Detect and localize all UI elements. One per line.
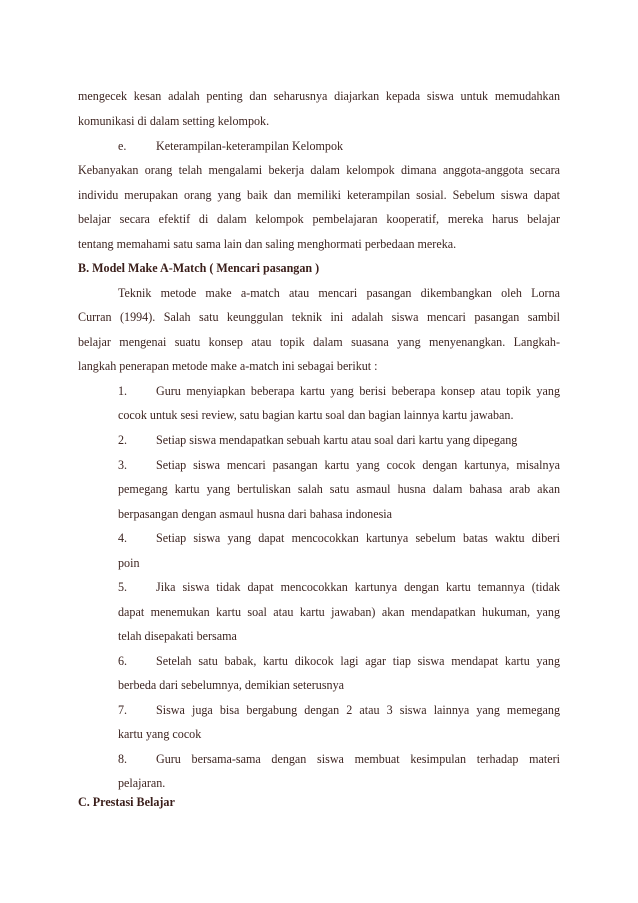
list-item-continuation: berpasangan dengan asmaul husna dari bahasa indonesia <box>118 507 393 521</box>
list-item-continuation: kartu yang cocok <box>118 727 202 741</box>
paragraph-line: belajar secara efektif di dalam kelompok pembelajaran kooperatif, mereka harus belajar <box>78 212 560 226</box>
list-item-continuation: telah disepakati bersama <box>118 629 237 643</box>
paragraph-line: tentang memahami satu sama lain dan saling menghormati perbedaan mereka. <box>78 237 457 251</box>
list-item-text: Siswa juga bisa bergabung dengan 2 atau 3 siswa lainnya yang memegang <box>156 703 560 717</box>
paragraph-line: belajar mengenai suatu konsep atau topik dalam suasana yang menyenangkan. Langkah- <box>78 335 560 349</box>
list-item-text: Jika siswa tidak dapat mencocokkan kartunya dengan kartu temannya (tidak <box>156 580 560 594</box>
list-item-continuation: berbeda dari sebelumnya, demikian seterusnya <box>118 678 345 692</box>
list-item-continuation: pemegang kartu yang bertuliskan salah satu asmaul husna dalam bahasa arab akan <box>118 482 560 496</box>
list-item-number: 7. <box>118 703 128 717</box>
paragraph-line: individu merupakan orang yang baik dan memiliki keterampilan sosial. Sebelum siswa dapat <box>78 188 560 202</box>
list-item-text: Guru menyiapkan beberapa kartu yang berisi beberapa konsep atau topik yang <box>156 384 560 398</box>
list-item-number: 8. <box>118 752 128 766</box>
list-item-text: Setiap siswa mencari pasangan kartu yang cocok dengan kartunya, misalnya <box>156 458 560 472</box>
paragraph-line: Curran (1994). Salah satu keunggulan teknik ini adalah siswa mencari pasangan sambil <box>78 310 560 324</box>
section-c-heading: C. Prestasi Belajar <box>78 795 175 809</box>
list-item-text: Setiap siswa mendapatkan sebuah kartu atau soal dari kartu yang dipegang <box>156 433 518 447</box>
intro-line: mengecek kesan adalah penting dan seharusnya diajarkan kepada siswa untuk memudahkan <box>78 89 560 103</box>
paragraph-line: Kebanyakan orang telah mengalami bekerja dalam kelompok dimana anggota-anggota secara <box>78 163 560 177</box>
list-item-text: Guru bersama-sama dengan siswa membuat kesimpulan terhadap materi <box>156 752 560 766</box>
list-item-number: 5. <box>118 580 128 594</box>
list-item-continuation: pelajaran. <box>118 776 166 790</box>
list-item-continuation: poin <box>118 556 140 570</box>
list-item-text: Setelah satu babak, kartu dikocok lagi agar tiap siswa mendapat kartu yang <box>156 654 560 668</box>
list-item-number: 3. <box>118 458 128 472</box>
subsection-e-heading <box>118 139 560 153</box>
subsection-number: e. <box>118 139 127 153</box>
list-item-number: 1. <box>118 384 128 398</box>
list-item-continuation: dapat menemukan kartu soal atau kartu jawaban) akan mendapatkan hukuman, yang <box>118 605 560 619</box>
paragraph-line: Teknik metode make a-match atau mencari pasangan dikembangkan oleh Lorna <box>118 286 560 300</box>
list-item-number: 2. <box>118 433 128 447</box>
paragraph-line: langkah penerapan metode make a-match ini sebagai berikut : <box>78 359 378 373</box>
section-b-heading: B. Model Make A-Match ( Mencari pasangan ) <box>78 261 320 275</box>
intro-line: komunikasi di dalam setting kelompok. <box>78 114 270 128</box>
list-item-number: 4. <box>118 531 128 545</box>
subsection-title: Keterampilan-keterampilan Kelompok <box>156 139 344 153</box>
list-item-number: 6. <box>118 654 128 668</box>
list-item-continuation: cocok untuk sesi review, satu bagian kartu soal dan bagian lainnya kartu jawaban. <box>118 408 514 422</box>
list-item-text: Setiap siswa yang dapat mencocokkan kartunya sebelum batas waktu diberi <box>156 531 560 545</box>
